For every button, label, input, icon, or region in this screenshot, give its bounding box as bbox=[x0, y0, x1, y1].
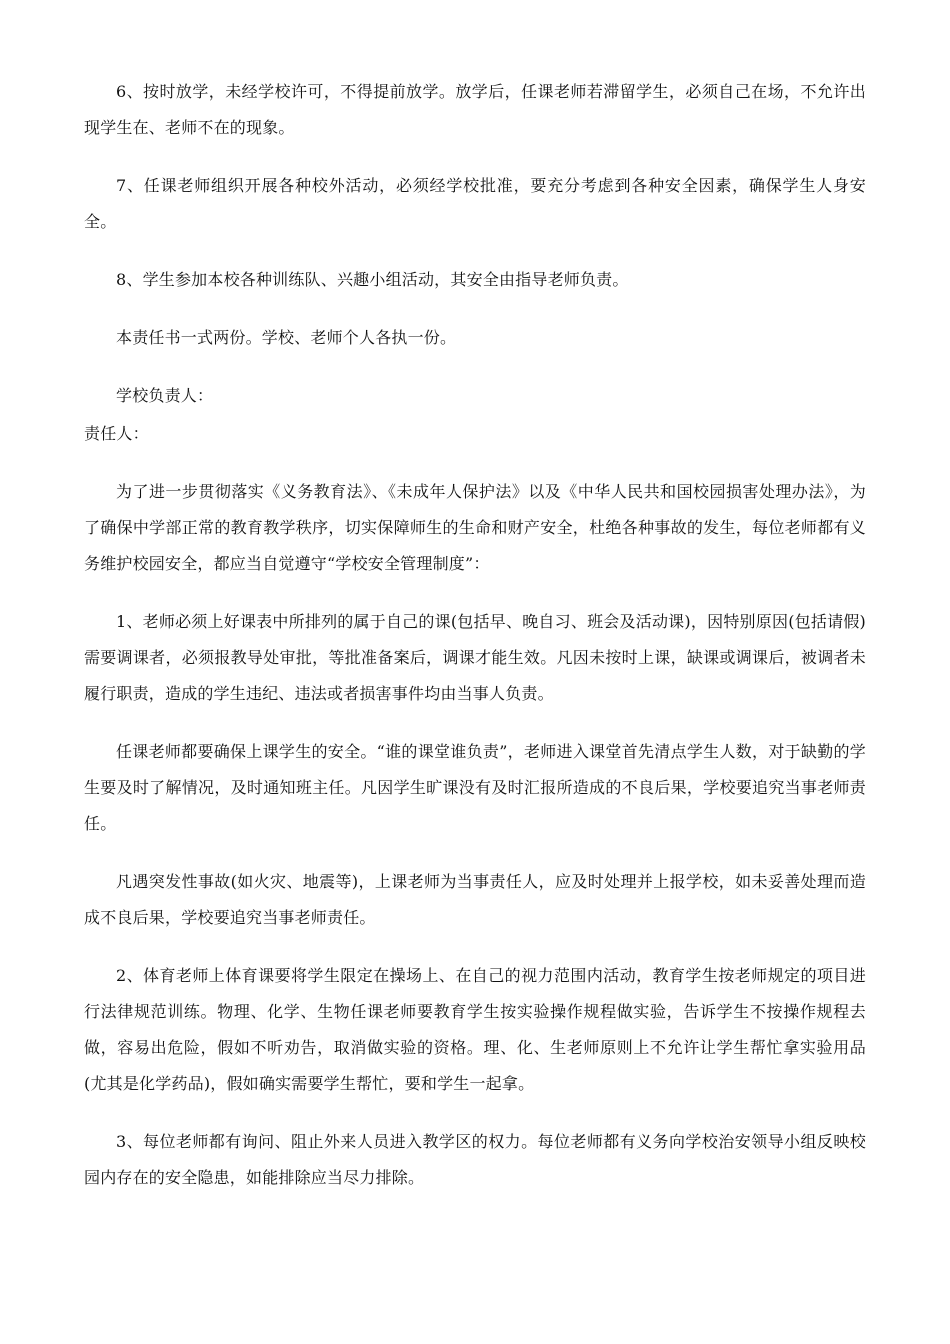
paragraph-item-7: 7、任课老师组织开展各种校外活动，必须经学校批准，要充分考虑到各种安全因素，确保学生人身安全。 bbox=[84, 176, 866, 231]
paragraph-item-8: 8、学生参加本校各种训练队、兴趣小组活动，其安全由指导老师负责。 bbox=[116, 270, 629, 289]
paragraph-class-safety: 任课老师都要确保上课学生的安全。“谁的课堂谁负责”，老师进入课堂首先清点学生人数，对于缺勤的学生要及时了解情况，及时通知班主任。凡因学生旷课没有及时汇报所造成的不良后果，学校要追究当事老师责任。 bbox=[84, 742, 866, 833]
paragraph-intro: 为了进一步贯彻落实《义务教育法》、《未成年人保护法》以及《中华人民共和国校园损害处理办法》，为了确保中学部正常的教育教学秩序，切实保障师生的生命和财产安全，杜绝各种事故的发生，每位老师都有义务维护校园安全，都应当自觉遵守“学校安全管理制度”： bbox=[84, 482, 866, 573]
paragraph-rule-1: 1、老师必须上好课表中所排列的属于自己的课(包括早、晚自习、班会及活动课)，因特别原因(包括请假)需要调课者，必须报教导处审批，等批准备案后，调课才能生效。凡因未按时上课，缺课或调课后，被调者未履行职责，造成的学生违纪、违法或者损害事件均由当事人负责。 bbox=[84, 612, 866, 703]
paragraph-emergency: 凡遇突发性事故(如火灾、地震等)，上课老师为当事责任人，应及时处理并上报学校，如未妥善处理而造成不良后果，学校要追究当事老师责任。 bbox=[84, 872, 866, 927]
school-leader-signature-label: 学校负责人： bbox=[116, 386, 214, 405]
responsible-person-label: 责任人： bbox=[84, 424, 149, 443]
paragraph-item-6: 6、按时放学，未经学校许可，不得提前放学。放学后，任课老师若滞留学生，必须自己在场，不允许出现学生在、老师不在的现象。 bbox=[84, 82, 866, 137]
paragraph-copies-note: 本责任书一式两份。学校、老师个人各执一份。 bbox=[116, 328, 457, 347]
paragraph-rule-3: 3、每位老师都有询问、阻止外来人员进入教学区的权力。每位老师都有义务向学校治安领导小组反映校园内存在的安全隐患，如能排除应当尽力排除。 bbox=[84, 1132, 866, 1187]
paragraph-rule-2: 2、体育老师上体育课要将学生限定在操场上、在自己的视力范围内活动，教育学生按老师规定的项目进行法律规范训练。物理、化学、生物任课老师要教育学生按实验操作规程做实验，告诉学生不按操作规程去做，容易出危险，假如不听劝告，取消做实验的资格。理、化、生老师原则上不允许让学生帮忙拿实验用品(尤其是化学药品)，假如确实需要学生帮忙，要和学生一起拿。 bbox=[84, 966, 866, 1093]
